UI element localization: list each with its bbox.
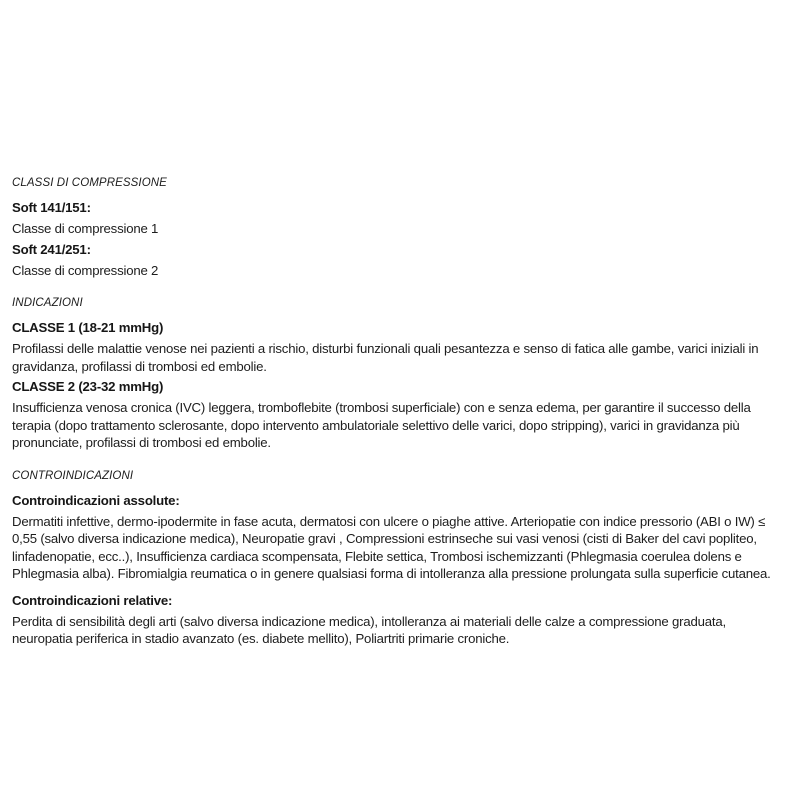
item-label-relative-contraindications: Controindicazioni relative:: [12, 592, 173, 608]
item-label-soft-141-151: Soft 141/151:: [12, 200, 91, 215]
item-text-relative-contraindications: Perdita di sensibilità degli arti (salvo diversa indicazione medica), intolleranza ai materiali delle calze a compressione graduata, neuropatia periferica in stadio avanzato (es. diabete mellito), Poliartriti primarie croniche.: [12, 613, 726, 646]
section-heading-indications: INDICAZIONI: [12, 297, 83, 309]
section-indications: [12, 295, 789, 452]
item-text-class-1-indications: Profilassi delle malattie venose nei pazienti a rischio, disturbi funzionali quali pesantezza e senso di fatica alle gambe, varici iniziali in gravidanza, profilassi di trombosi ed embolie.: [12, 341, 759, 374]
item-text-compression-class-1: Classe di compressione 1: [12, 221, 159, 236]
section-compression-classes: [12, 175, 789, 279]
section-heading-contraindications: CONTROINDICAZIONI: [12, 469, 134, 482]
item-text-compression-class-2: Classe di compressione 2: [12, 262, 159, 278]
item-label-class-1: CLASSE 1 (18-21 mmHg): [12, 320, 164, 335]
item-label-absolute-contraindications: Controindicazioni assolute:: [12, 492, 180, 508]
item-text-class-2-indications: Insufficienza venosa cronica (IVC) leggera, tromboflebite (trombosi superficiale) con e senza edema, per garantire il successo della terapia (dopo trattamento sclerosante, dopo intervento ambulatoriale selettivo delle varici, dopo stripping), varici in gravidanza più pronunciate, profilassi di trombosi ed embolie.: [12, 400, 751, 450]
section-contraindications: [12, 468, 789, 648]
item-label-class-2: CLASSE 2 (23-32 mmHg): [12, 379, 164, 394]
section-heading-compression-classes: CLASSI DI COMPRESSIONE: [12, 177, 167, 189]
item-text-absolute-contraindications: Dermatiti infettive, dermo-ipodermite in fase acuta, dermatosi con ulcere o piaghe attive. Arteriopatie con indice pressorio (ABI o IW) ≤ 0,55 (salvo diversa indicazione medica), Neuropatie gravi , Compressioni estrinseche sui vasi venosi (cisti di Baker del cavi popliteo, linfadenopatie, ecc..), Insufficienza cardiaca scompensata, Flebite settica, Trombosi ischemizzanti (Phlegmasia coerulea dolens e Phlegmasia alba). Fibromialgia reumatica o in genere qualsiasi forma di intolleranza alla pressione prolungata sulla superficie cutanea.: [12, 513, 771, 581]
item-label-soft-241-251: Soft 241/251:: [12, 241, 91, 257]
